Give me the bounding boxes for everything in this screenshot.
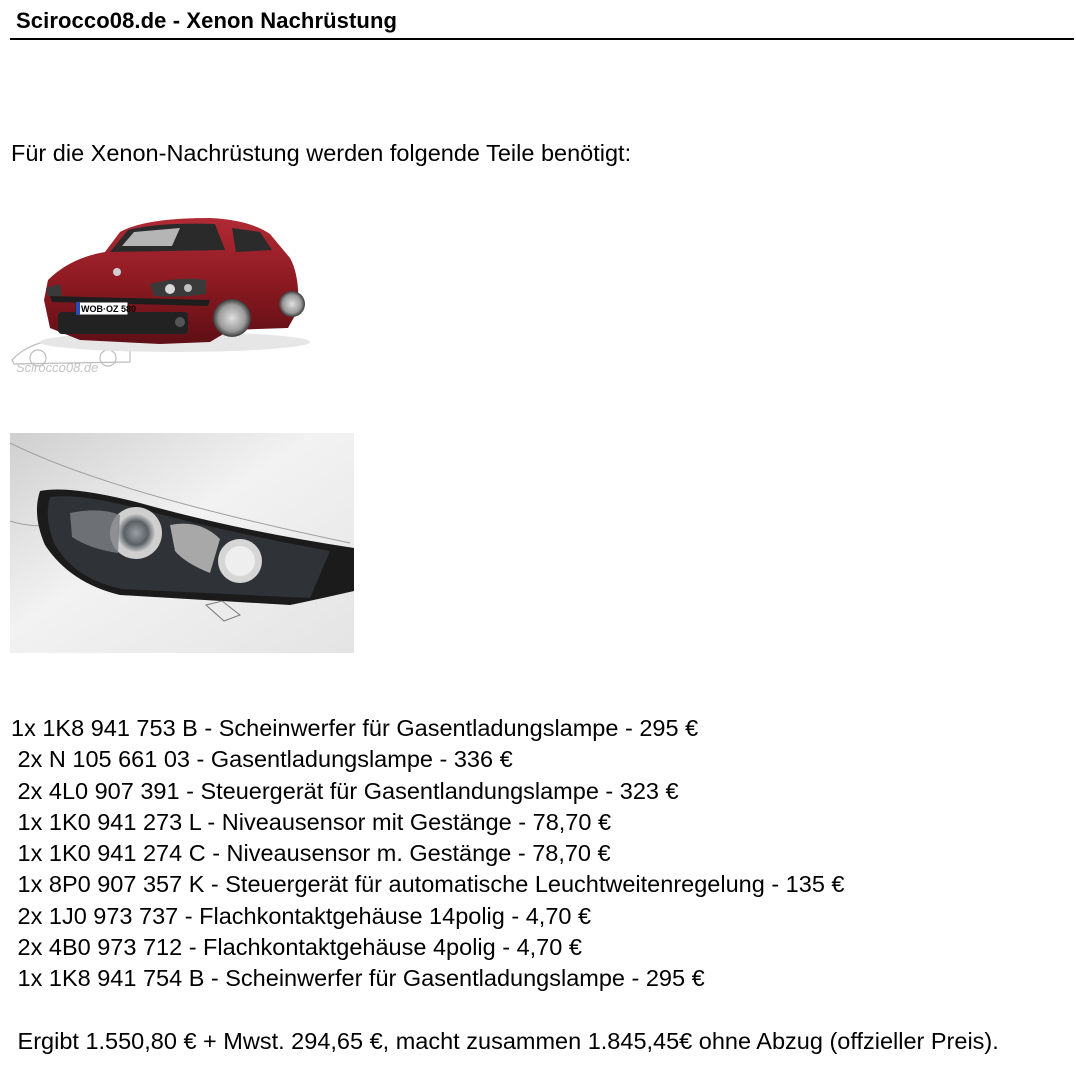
headlamp-image xyxy=(10,433,354,653)
part-item: 2x 4B0 973 712 - Flachkontaktgehäuse 4polig - 4,70 € xyxy=(11,934,582,961)
part-item: 1x 1K0 941 274 C - Niveausensor m. Gestänge - 78,70 € xyxy=(11,840,611,867)
car-image xyxy=(10,210,310,380)
page-header xyxy=(10,0,1074,40)
part-item: 1x 1K8 941 754 B - Scheinwerfer für Gasentladungslampe - 295 € xyxy=(11,965,705,992)
front-wheel xyxy=(213,299,251,337)
part-item: 2x 4L0 907 391 - Steuergerät für Gasentlandungslampe - 323 € xyxy=(11,777,679,804)
part-item: 2x N 105 661 03 - Gasentladungslampe - 336 € xyxy=(11,746,513,773)
rear-wheel xyxy=(279,291,305,317)
price-summary: Ergibt 1.550,80 € + Mwst. 294,65 €, macht zusammen 1.845,45€ ohne Abzug (offzieller Preis). xyxy=(11,1028,999,1054)
part-item: 1x 1K8 941 753 B - Scheinwerfer für Gasentladungslampe - 295 € xyxy=(11,715,699,741)
page-title: Scirocco08.de - Xenon Nachrüstung xyxy=(16,8,398,33)
part-item: 1x 8P0 907 357 K - Steuergerät für automatische Leuchtweitenregelung - 135 € xyxy=(11,871,845,898)
part-item: 1x 1K0 941 273 L - Niveausensor mit Gestänge - 78,70 € xyxy=(11,808,612,835)
license-plate: WOB·OZ 580 xyxy=(81,304,137,314)
parts-list xyxy=(11,713,844,995)
watermark-text: Scirocco08.de xyxy=(16,360,99,375)
intro-text: Für die Xenon-Nachrüstung werden folgende Teile benötigt: xyxy=(11,140,632,166)
part-item: 2x 1J0 973 737 - Flachkontaktgehäuse 14polig - 4,70 € xyxy=(11,902,592,929)
